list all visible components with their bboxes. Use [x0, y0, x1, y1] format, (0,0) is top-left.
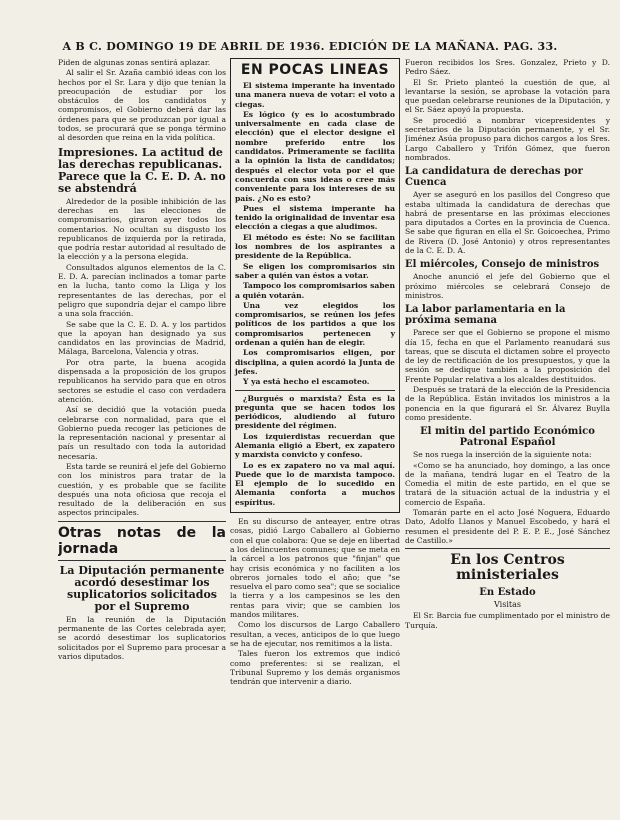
column-2	[230, 58, 400, 814]
section-divider	[58, 560, 226, 561]
article-paragraph: En su discurso de anteayer, entre otras cosas, pidió Largo Caballero al Gobierno con el que colabora: Que se deje en libertad a los delincuentes comunes; que se meta en la cárcel a los patronos que "finjan" que hay crisis económica y no faciliten a los obreros jornales todo el año; que "se resuelva el paro como sea"; que se socialice la tierra y a los campesinos se les den rentas para vivir; que se cambien los mandos militares.	[230, 517, 400, 620]
box-paragraph: Una vez elegidos los compromisarios, se reúnen los jefes políticos de los partidos a que los compromisarios pertenecen y ordenan a quién han de elegir.	[235, 300, 395, 348]
box-divider	[235, 390, 395, 391]
article-paragraph: Parece ser que el Gobierno se propone el mismo día 15, fecha en que el Parlamento reanudará sus tareas, que se discuta el dictamen sobre el proyecto de ley de rectificación de los presupuestos, y que la sesión se dedique también a la proposición del Frente Popular relativa a los alcaldes destituidos.	[405, 328, 610, 384]
headline-centros-ministeriales: En los Centros ministeriales	[450, 552, 565, 584]
headline-estado: En Estado	[479, 587, 536, 599]
subhead-visitas: Visitas	[494, 600, 521, 610]
headline-diputacion: La Diputación permanente acordó desestimar los suplicatorios solicitados por el Supremo	[59, 563, 225, 613]
article-paragraph: Esta tarde se reunirá el jefe del Gobierno con los ministros para tratar de la cuestión, y es probable que se facilite después una nota oficiosa que recoja el resultado de la deliberación en sus aspectos principales.	[58, 461, 226, 518]
headline-labor-parlamentaria: La labor parlamentaria en la próxima semana	[405, 304, 566, 327]
box-paragraph: Los izquierdistas recuerdan que Alemania eligió a Ebert, ex zapatero y marxista convicto y confeso.	[235, 431, 395, 460]
article-paragraph: Después se tratará de la elección de la Presidencia de la República. Están invitados los ministros a la ponencia en la que figurará el Sr. Álvarez Buylla como presidente.	[405, 385, 610, 422]
headline-otras-notas: Otras notas de la jornada	[58, 524, 226, 557]
article-paragraph: Alrededor de la posible inhibición de las derechas en las elecciones de compromisarios, giraron ayer todos los comentarios. No ocultan su disgusto los republicanos de izquierda por la retirada, que podría restar autoridad al resultado de la elección y a la persona elegida.	[58, 196, 226, 262]
section-divider	[58, 521, 226, 522]
box-paragraph: Lo es ex zapatero no va mal aquí. Puede que lo de marxista tampoco. El ejemplo de lo sucedido en Alemania conforta a muchos espíritus.	[235, 460, 395, 507]
article-paragraph: Anoche anunció el jefe del Gobierno que el próximo miércoles se celebrará Consejo de ministros.	[405, 272, 610, 300]
article-paragraph: Se nos ruega la inserción de la siguiente nota:	[413, 450, 592, 460]
column-3	[405, 58, 610, 814]
article-paragraph: Se procedió a nombrar vicepresidentes y secretarios de la Diputación permanente, y el Sr. Jiménez Asúa propuso para dichos cargos a los Sres. Largo Caballero y Trifón Gómez, que fueron nombrados.	[405, 115, 610, 162]
article-paragraph: «Como se ha anunciado, hoy domingo, a las once de la mañana, tendrá lugar en el Teatro de la Comedia el mitin de este partido, en el que se tratará de la situación actual de la industria y el comercio de España.	[405, 460, 610, 507]
box-paragraph: Tampoco los compromisarios saben a quién votarán.	[235, 281, 395, 300]
article-paragraph: Tomarán parte en el acto José Noguera, Eduardo Dato, Adolfo Llanos y Manuel Escobedo, y hará el resumen el presidente del P. E. P. E., José Sánchez de Castillo.»	[405, 507, 610, 545]
article-paragraph: Tales fueron los extremos que indicó como preferentes: si se realizan, el Tribunal Supremo y los demás organismos tendrán que intervenir a diario.	[230, 649, 400, 687]
box-paragraph: Y ya está hecho el escamoteo.	[243, 377, 370, 387]
box-paragraph: El sistema imperante ha inventado una manera nueva de votar: el voto a ciegas.	[235, 81, 395, 109]
headline-consejo: El miércoles, Consejo de ministros	[405, 259, 600, 271]
article-paragraph: Ayer se aseguró en los pasillos del Congreso que estaba ultimada la candidatura de derechas que habrá de presentarse en las próximas elecciones para diputados a Cortes en la provincia de Cuenca. Se sabe que figuran en ella el Sr. Goicoechea, Primo de Rivera (D. José Antonio) y otros representantes de la C. E. D. A.	[405, 190, 610, 256]
article-paragraph: Así se decidió que la votación pueda celebrarse con normalidad, para que el Gobierno pueda recoger las peticiones de la representación nacional y presentar al país un resultado con toda la autoridad necesaria.	[58, 405, 226, 461]
article-paragraph: Se sabe que la C. E. D. A. y los partidos que la apoyan han designado ya sus candidatos en las provincias de Madrid, Málaga, Barcelona, Valencia y otras.	[58, 319, 226, 357]
box-paragraph: Se eligen los compromisarios sin saber a quién van éstos a votar.	[235, 261, 395, 280]
page-masthead: A B C. DOMINGO 19 DE ABRIL DE 1936. EDICIÓN DE LA MAÑANA. PAG. 33.	[62, 40, 558, 53]
article-paragraph: Como los discursos de Largo Caballero resultan, a veces, anticipos de lo que luego se ha de ejecutar, nos remitimos a la lista.	[230, 620, 400, 648]
en-pocas-lineas-box	[230, 58, 400, 513]
headline-impresiones: Impresiones. La actitud de las derechas republicanas. Parece que la C. E. D. A. no se abstendrá	[58, 145, 226, 195]
column-1	[58, 58, 226, 814]
article-paragraph: El Sr. Barcia fue cumplimentado por el ministro de Turquía.	[405, 611, 610, 630]
article-paragraph: Fueron recibidos los Sres. Gonzalez, Prieto y D. Pedro Sáez.	[405, 58, 610, 77]
article-paragraph: En la reunión de la Diputación permanente de las Cortes celebrada ayer, se acordó desestimar los suplicatorios solicitados por el Supremo para procesar a varios diputados.	[58, 614, 226, 661]
section-divider	[405, 548, 610, 549]
article-paragraph: Por otra parte, la buena acogida dispensada a la proposición de los grupos republicanos ha servido para que en otros sectores se estudie el caso con verdadera atención.	[58, 357, 226, 404]
box-paragraph: El método es éste: No se facilitan los nombres de los aspirantes a presidente de la República.	[235, 232, 395, 261]
headline-cuenca: La candidatura de derechas por Cuenca	[405, 166, 583, 189]
box-paragraph: Pues el sistema imperante ha tenido la originalidad de inventar esa elección a ciegas a que aludimos.	[235, 203, 395, 232]
headline-mitin: El mitin del partido Económico Patronal Español	[420, 426, 595, 449]
article-paragraph: El Sr. Prieto planteó la cuestión de que, al levantarse la sesión, se aprobase la votación para que puedan celebrarse reuniones de la Diputación, y el Sr. Sáez apoyó la propuesta.	[405, 77, 610, 115]
article-paragraph: Consultados algunos elementos de la C. E. D. A. parecían inclinados a tomar parte en la lucha, tanto como la Lliga y los representantes de las derechas, por el peligro que supondría dejar el campo libre a una sola fracción.	[58, 262, 226, 319]
box-paragraph: Es lógico (y es lo acostumbrado universalmente en cada clase de elección) que el elector designe el nombre preferido entre los candidatos. Primeramente se facilita a la opinión la lista de candidatos; después el elector vota por el que concuerda con sus ideas o cree más conveniente para los intereses de su país. ¿No es esto?	[235, 109, 395, 203]
box-title: EN POCAS LINEAS	[240, 62, 390, 78]
article-paragraph: Piden de algunas zonas sentirá aplazar.	[58, 58, 211, 67]
box-paragraph: Los compromisarios eligen, por disciplina, a quien acordó la Junta de jefes.	[235, 348, 395, 376]
article-paragraph: Al salir el Sr. Azaña cambió ideas con los hechos por el Sr. Lara y dijo que tenían la preocupación de estudiar por los obstáculos de los candidatos y compromisos, el Gobierno deberá dar las órdenes para que se produzcan por igual a todos, se procurará que se ponga término al desorden que reina en la vida política.	[58, 68, 226, 143]
box-paragraph: ¿Burgués o marxista? Ésta es la pregunta que se hacen todos los periódicos, aludiendo al futuro presidente del régimen.	[235, 393, 395, 431]
